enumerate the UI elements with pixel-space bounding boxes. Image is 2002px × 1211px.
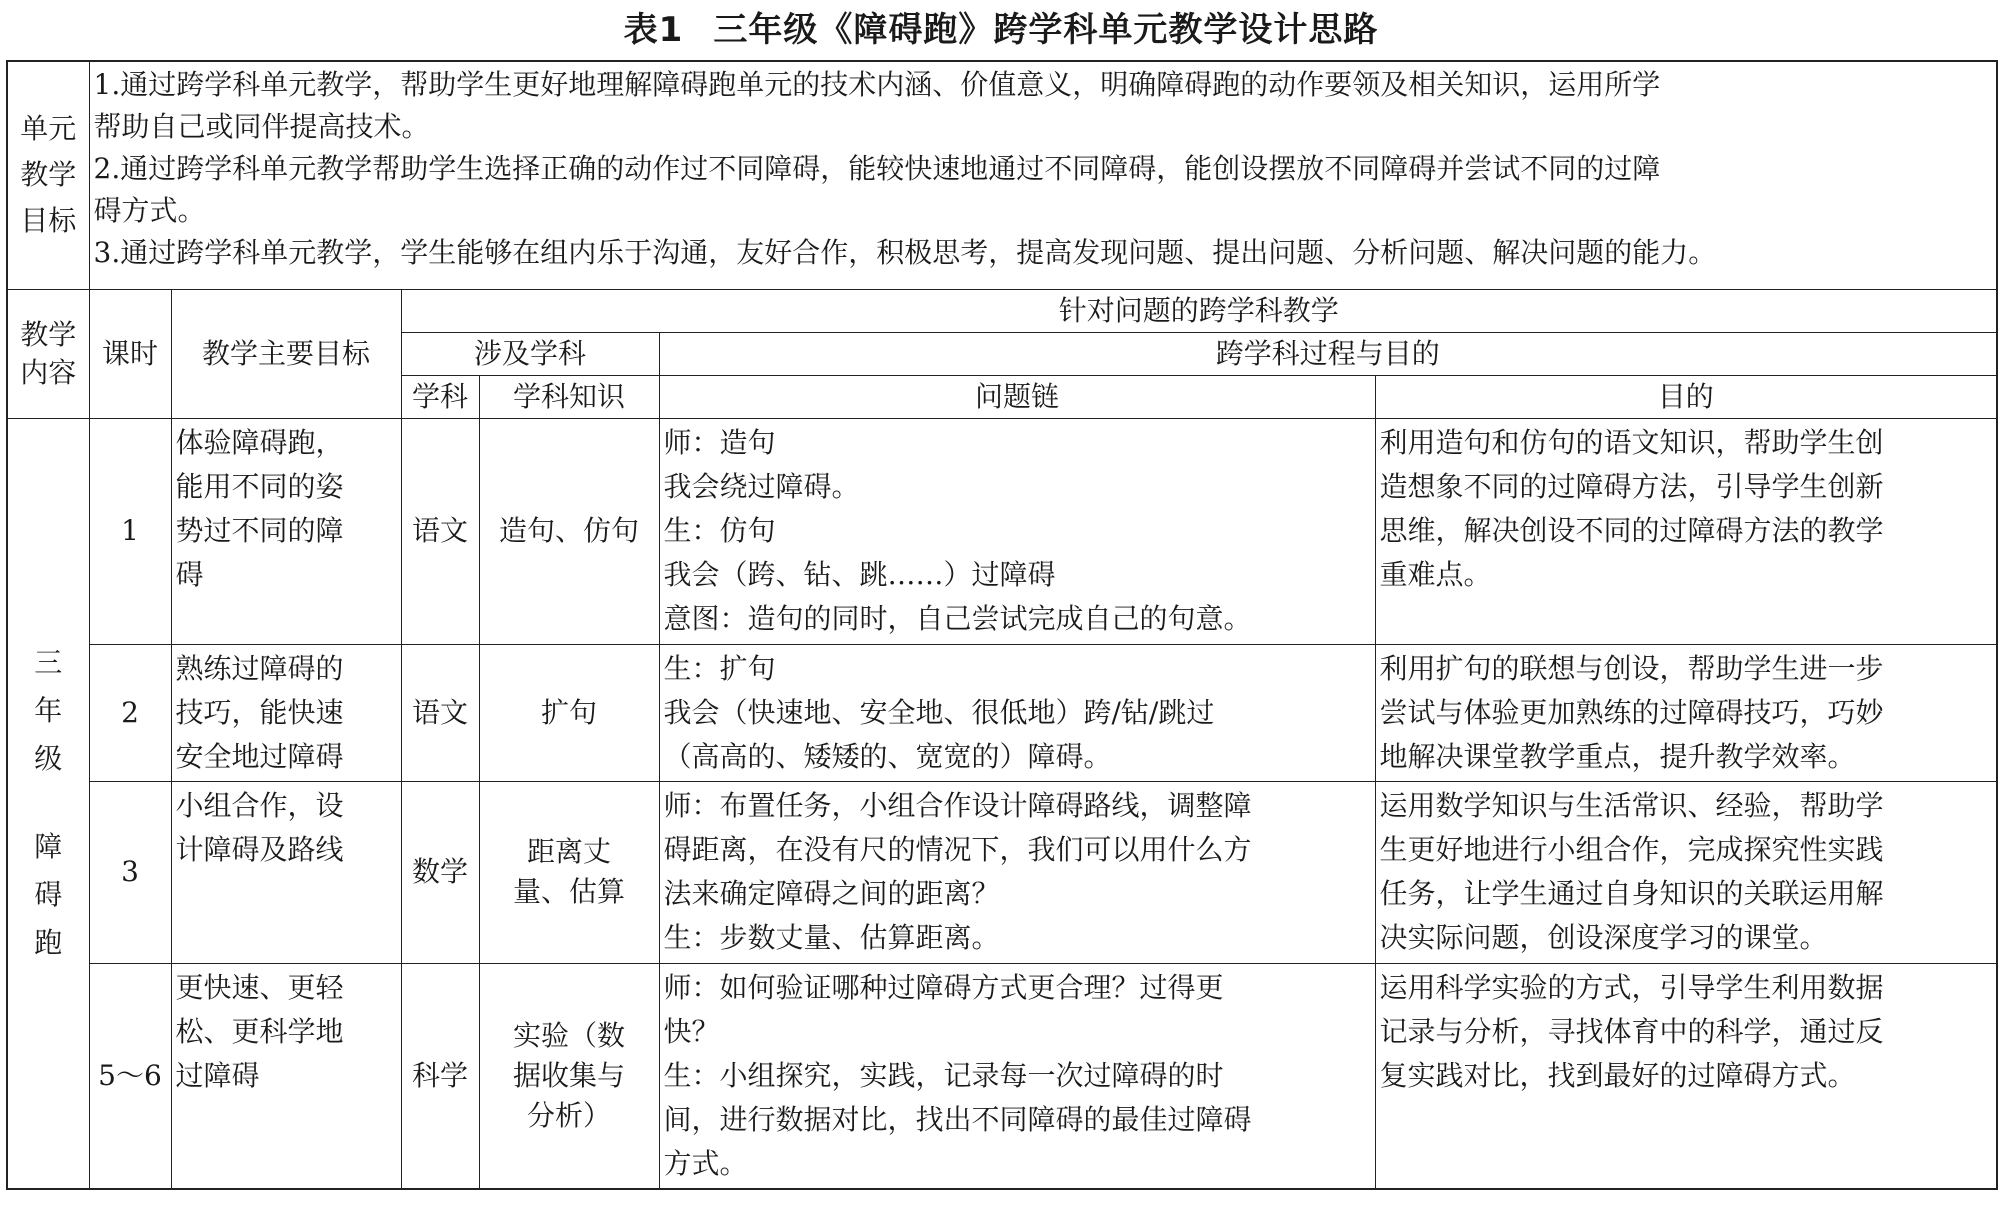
teaching-design-table [6,60,1998,1190]
header-process-purpose: 跨学科过程与目的 [659,332,1997,375]
table-row [7,781,1997,963]
table-row [7,418,1997,644]
question-chain-cell: 师：造句 我会绕过障碍。 生：仿句 我会（跨、钻、跳……）过障碍 意图：造句的同时，自己尝试完成自己的句意。 [659,418,1375,644]
main-goal-cell: 更快速、更轻 松、更科学地 过障碍 [171,963,401,1189]
header-purpose: 目的 [1375,375,1997,418]
header-subject: 学科 [401,375,479,418]
unit-goal-line: 帮助自己或同伴提高技术。 [93,110,430,143]
knowledge-cell: 距离丈 量、估算 [479,781,659,963]
purpose-cell: 运用科学实验的方式，引导学生利用数据 记录与分析，寻找体育中的科学，通过反 复实践对比，找到最好的过障碍方式。 [1375,963,1997,1189]
teaching-content-cell: 三 年 级 障 碍 跑 [7,418,89,1189]
period-cell: 1 [89,418,171,644]
question-chain-cell: 师：布置任务，小组合作设计障碍路线，调整障 碍距离，在没有尺的情况下，我们可以用什么方 法来确定障碍之间的距离？ 生：步数丈量、估算距离。 [659,781,1375,963]
header-cross-teaching: 针对问题的跨学科教学 [401,289,1997,332]
knowledge-cell: 扩句 [479,644,659,781]
knowledge-cell: 实验（数 据收集与 分析） [479,963,659,1189]
period-cell: 5～6 [89,963,171,1189]
table-number: 表1 [623,10,684,50]
header-subject-knowledge: 学科知识 [479,375,659,418]
main-goal-cell: 熟练过障碍的 技巧，能快速 安全地过障碍 [171,644,401,781]
purpose-cell: 利用造句和仿句的语文知识，帮助学生创 造想象不同的过障碍方法，引导学生创新 思维，解决创设不同的过障碍方法的教学 重难点。 [1375,418,1997,644]
unit-goals-text [89,61,1997,289]
subject-cell: 数学 [401,781,479,963]
table-title [0,4,2002,56]
unit-goals-label: 单元 教学 目标 [7,61,89,289]
header-row-1 [7,289,1997,332]
unit-goal-line: 碍方式。 [93,194,206,227]
unit-goals-row [7,61,1997,289]
unit-goal-line: 1.通过跨学科单元教学，帮助学生更好地理解障碍跑单元的技术内涵、价值意义，明确障碍跑的动作要领及相关知识，运用所学 [93,68,1661,101]
subject-cell: 语文 [401,418,479,644]
header-question-chain: 问题链 [659,375,1375,418]
question-chain-cell: 师：如何验证哪种过障碍方式更合理？过得更 快？ 生：小组探究，实践，记录每一次过障碍的时 间，进行数据对比，找出不同障碍的最佳过障碍 方式。 [659,963,1375,1189]
table-row [7,963,1997,1189]
knowledge-cell: 造句、仿句 [479,418,659,644]
header-teaching-content: 教学 内容 [7,289,89,418]
purpose-cell: 运用数学知识与生活常识、经验，帮助学 生更好地进行小组合作，完成探究性实践 任务，让学生通过自身知识的关联运用解 决实际问题，创设深度学习的课堂。 [1375,781,1997,963]
subject-cell: 科学 [401,963,479,1189]
period-cell: 3 [89,781,171,963]
unit-goal-line: 2.通过跨学科单元教学帮助学生选择正确的动作过不同障碍，能较快速地通过不同障碍，能创设摆放不同障碍并尝试不同的过障 [93,152,1661,185]
table-row [7,644,1997,781]
main-goal-cell: 体验障碍跑， 能用不同的姿 势过不同的障 碍 [171,418,401,644]
purpose-cell: 利用扩句的联想与创设，帮助学生进一步 尝试与体验更加熟练的过障碍技巧，巧妙 地解决课堂教学重点，提升教学效率。 [1375,644,1997,781]
table-caption: 三年级《障碍跑》跨学科单元教学设计思路 [713,10,1379,50]
header-main-goal: 教学主要目标 [171,289,401,418]
question-chain-cell: 生：扩句 我会（快速地、安全地、很低地）跨/钻/跳过 （高高的、矮矮的、宽宽的）障碍。 [659,644,1375,781]
main-goal-cell: 小组合作，设 计障碍及路线 [171,781,401,963]
header-period: 课时 [89,289,171,418]
header-subjects-involved: 涉及学科 [401,332,659,375]
period-cell: 2 [89,644,171,781]
unit-goal-line: 3.通过跨学科单元教学，学生能够在组内乐于沟通，友好合作，积极思考，提高发现问题、提出问题、分析问题、解决问题的能力。 [93,236,1717,269]
subject-cell: 语文 [401,644,479,781]
